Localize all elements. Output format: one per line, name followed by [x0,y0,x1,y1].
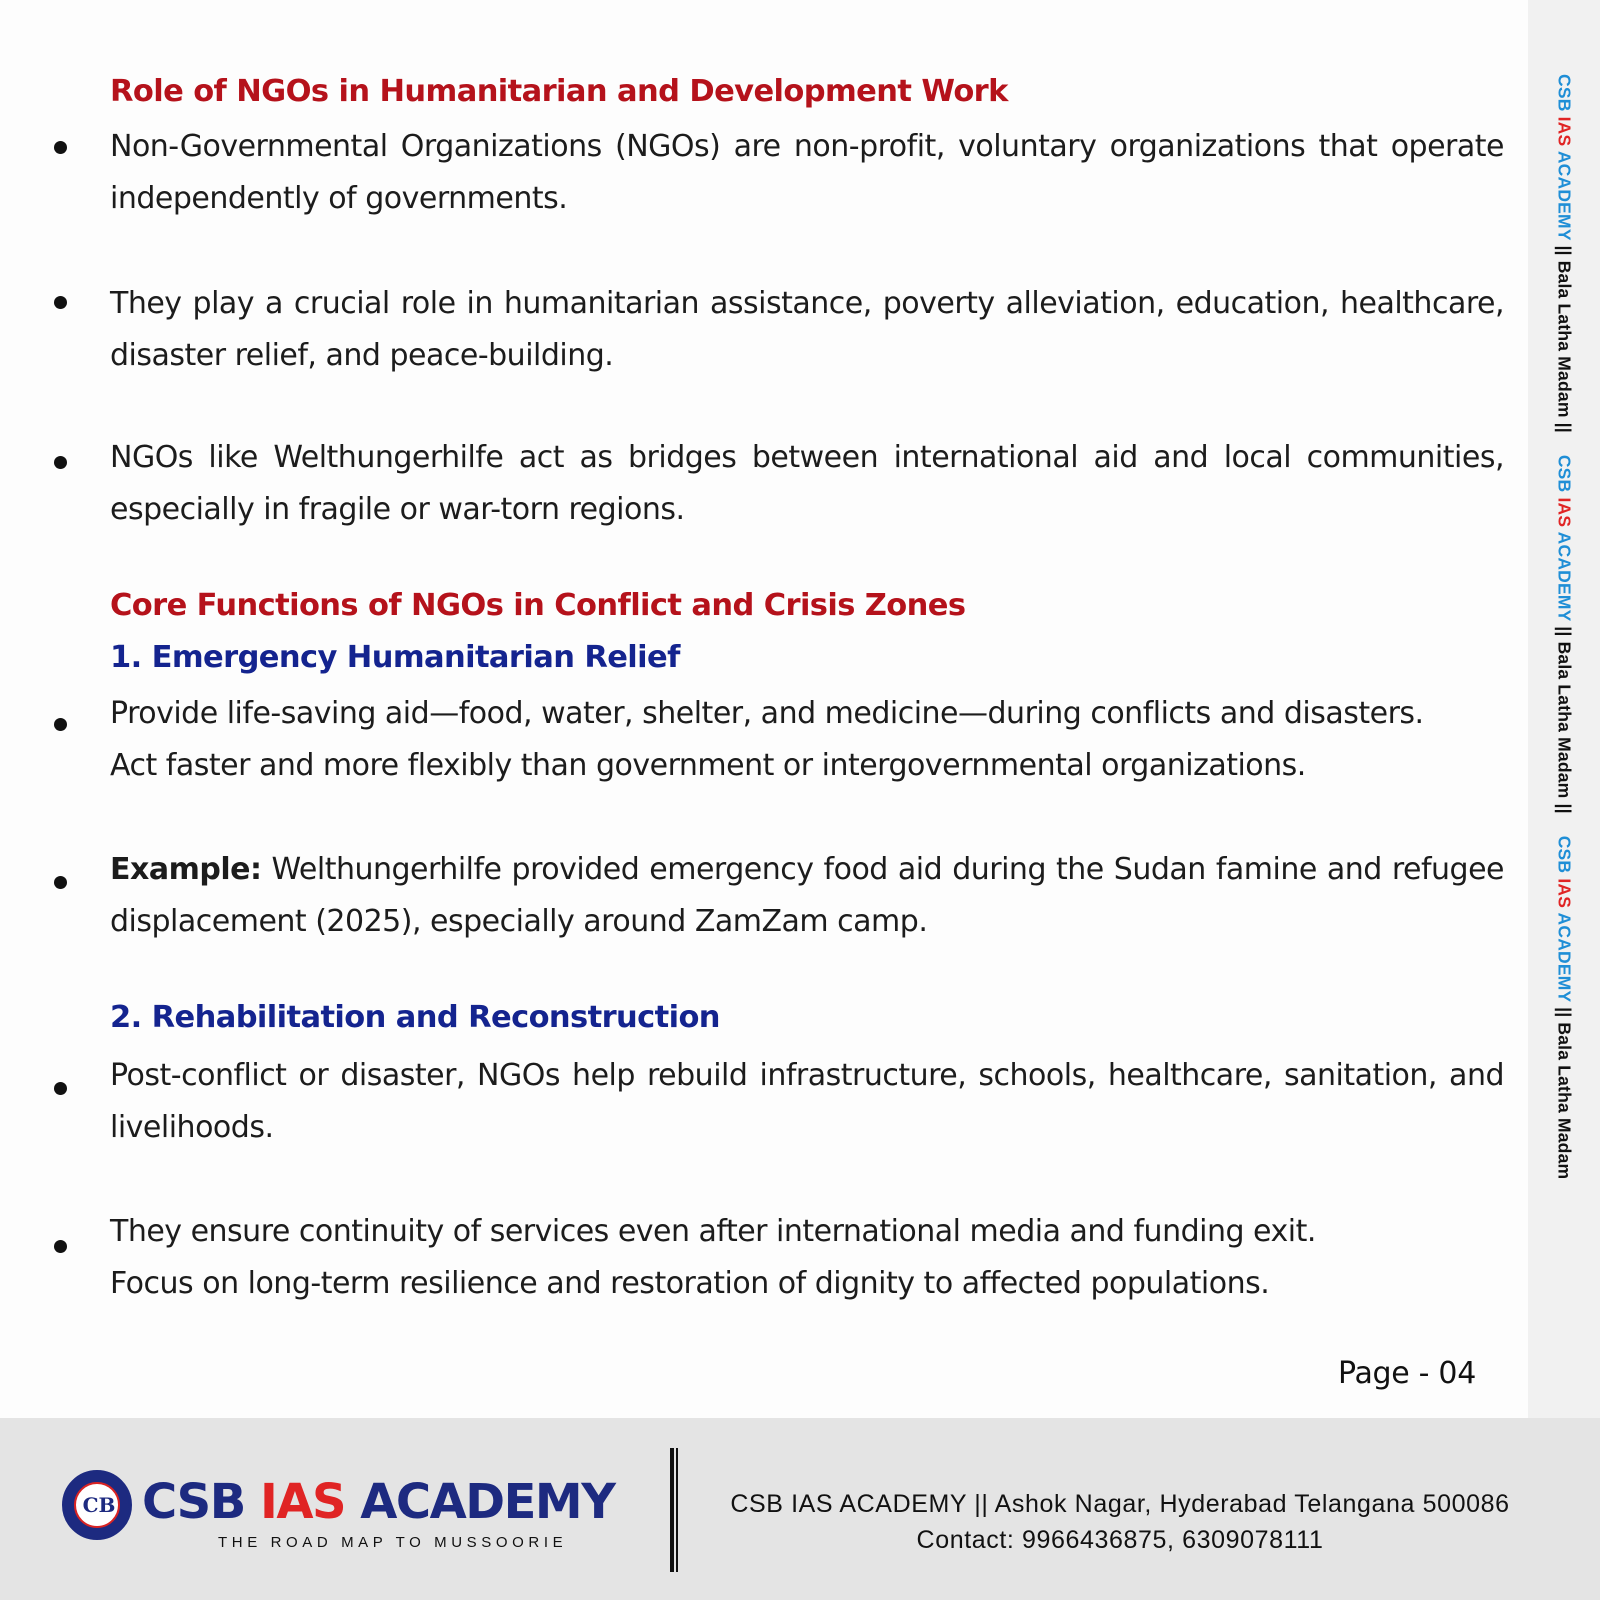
bullet-icon [54,296,67,309]
watermark-sep: || [1554,621,1575,642]
paragraph-ngo-bridges: NGOs like Welthungerhilfe act as bridges between international aid and local communities, especially in fragile or war-torn regions. [110,440,1504,527]
watermark-ias: IAS [1554,497,1575,528]
bullet-icon [54,141,67,154]
watermark-ias: IAS [1554,878,1575,909]
paragraph-life-saving-aid: Provide life-saving aid—food, water, shelter, and medicine—during conflicts and disasters. [110,696,1424,731]
page-number: Page - 04 [1338,1356,1476,1391]
paragraph-resilience: Focus on long-term resilience and restoration of dignity to affected populations. [110,1266,1270,1301]
example-text: Welthungerhilfe provided emergency food aid during the Sudan famine and refugee displacement (2025), especially around ZamZam camp. [110,852,1504,939]
watermark-name: Bala Latha Madam [1554,641,1575,799]
watermark-name: Bala Latha Madam [1554,1022,1575,1180]
watermark-academy: ACADEMY [1554,150,1575,241]
brand-tagline: THE ROAD MAP TO MUSSOORIE [218,1534,568,1551]
watermark-academy: ACADEMY [1554,912,1575,1003]
heading-role-of-ngos: Role of NGOs in Humanitarian and Development Work [110,74,1008,109]
bullet-icon [54,718,67,731]
watermark-sep: || [1554,1002,1575,1023]
watermark-csb: CSB [1554,835,1575,874]
bullet-icon [54,456,67,469]
footer-address: CSB IAS ACADEMY || Ashok Nagar, Hyderabad Telangana 500086 [730,1490,1510,1518]
bullet-icon [54,1240,67,1253]
watermark-csb: CSB [1554,454,1575,493]
footer-divider [676,1448,678,1572]
watermark-academy: ACADEMY [1554,531,1575,622]
subheading-emergency-relief: 1. Emergency Humanitarian Relief [110,640,680,675]
paragraph-act-faster: Act faster and more flexibly than government or intergovernmental organizations. [110,748,1306,783]
brand-academy: ACADEMY [345,1474,615,1530]
paragraph-example [110,844,1504,948]
paragraph-continuity: They ensure continuity of services even after international media and funding exit. [110,1214,1316,1249]
side-watermark [1554,74,1575,1179]
watermark-csb: CSB [1554,74,1575,112]
example-label: Example: [110,852,262,887]
brand-csb: CSB [142,1474,260,1530]
footer-contact: Contact: 9966436875, 6309078111 [916,1526,1324,1554]
paragraph-ngo-roles: They play a crucial role in humanitarian assistance, poverty alleviation, education, healthcare, disaster relief, and peace-building. [110,286,1504,373]
brand-name [142,1474,614,1530]
footer-divider [670,1448,674,1572]
subheading-rehabilitation: 2. Rehabilitation and Reconstruction [110,1000,720,1035]
paragraph-post-conflict: Post-conflict or disaster, NGOs help rebuild infrastructure, schools, healthcare, sanitation, and livelihoods. [110,1058,1504,1145]
watermark-trail: || [1554,417,1575,433]
logo-initials: CB [82,1493,116,1517]
heading-core-functions: Core Functions of NGOs in Conflict and Crisis Zones [110,588,966,623]
academy-logo-icon [62,1470,132,1540]
brand-ias: IAS [259,1474,346,1530]
watermark-name: Bala Latha Madam [1554,260,1575,418]
watermark-trail: || [1554,798,1575,814]
watermark-sep: || [1554,240,1575,261]
footer-contact-block [700,1486,1540,1558]
bullet-icon [54,876,67,889]
paragraph-ngo-definition: Non-Governmental Organizations (NGOs) are non-profit, voluntary organizations that operate independently of governments. [110,129,1504,216]
watermark-ias: IAS [1554,116,1575,147]
bullet-icon [54,1082,67,1095]
